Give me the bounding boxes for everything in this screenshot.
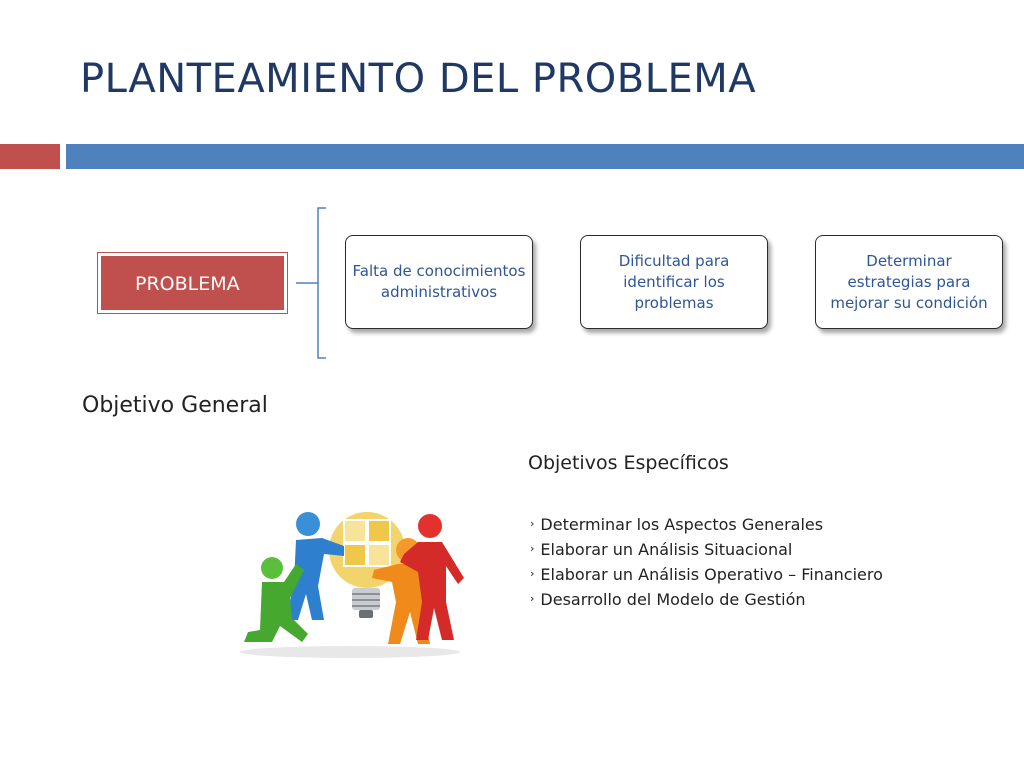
list-item [530,588,883,613]
problem-node-1 [345,235,533,329]
list-item-text: Elaborar un Análisis Operativo – Financiero [540,565,883,584]
problem-node-label: Dificultad para identificar los problemas [618,251,730,312]
bullet-icon: › [530,517,535,530]
list-item-text: Elaborar un Análisis Situacional [540,540,793,559]
bullet-icon: › [530,542,535,555]
problem-node-2 [580,235,768,329]
objetivos-especificos-heading: Objetivos Específicos [528,452,729,474]
teamwork-puzzle-lightbulb-icon [232,502,472,662]
list-item [530,538,883,563]
list-item-text: Desarrollo del Modelo de Gestión [540,590,806,609]
bullet-icon: › [530,567,535,580]
problem-node-3 [815,235,1003,329]
objetivos-list [530,513,883,613]
problem-node-label: Determinar estrategias para mejorar su condición [830,251,988,312]
objetivo-general-heading: Objetivo General [82,393,268,418]
root-node-label: PROBLEMA [101,256,284,310]
bracket-line [318,208,326,358]
problem-node-label: Falta de conocimientos administrativos [352,262,526,301]
list-item-text: Determinar los Aspectos Generales [540,515,824,534]
list-item [530,513,883,538]
bullet-icon: › [530,592,535,605]
slide-title: PLANTEAMIENTO DEL PROBLEMA [80,56,757,102]
list-item [530,563,883,588]
